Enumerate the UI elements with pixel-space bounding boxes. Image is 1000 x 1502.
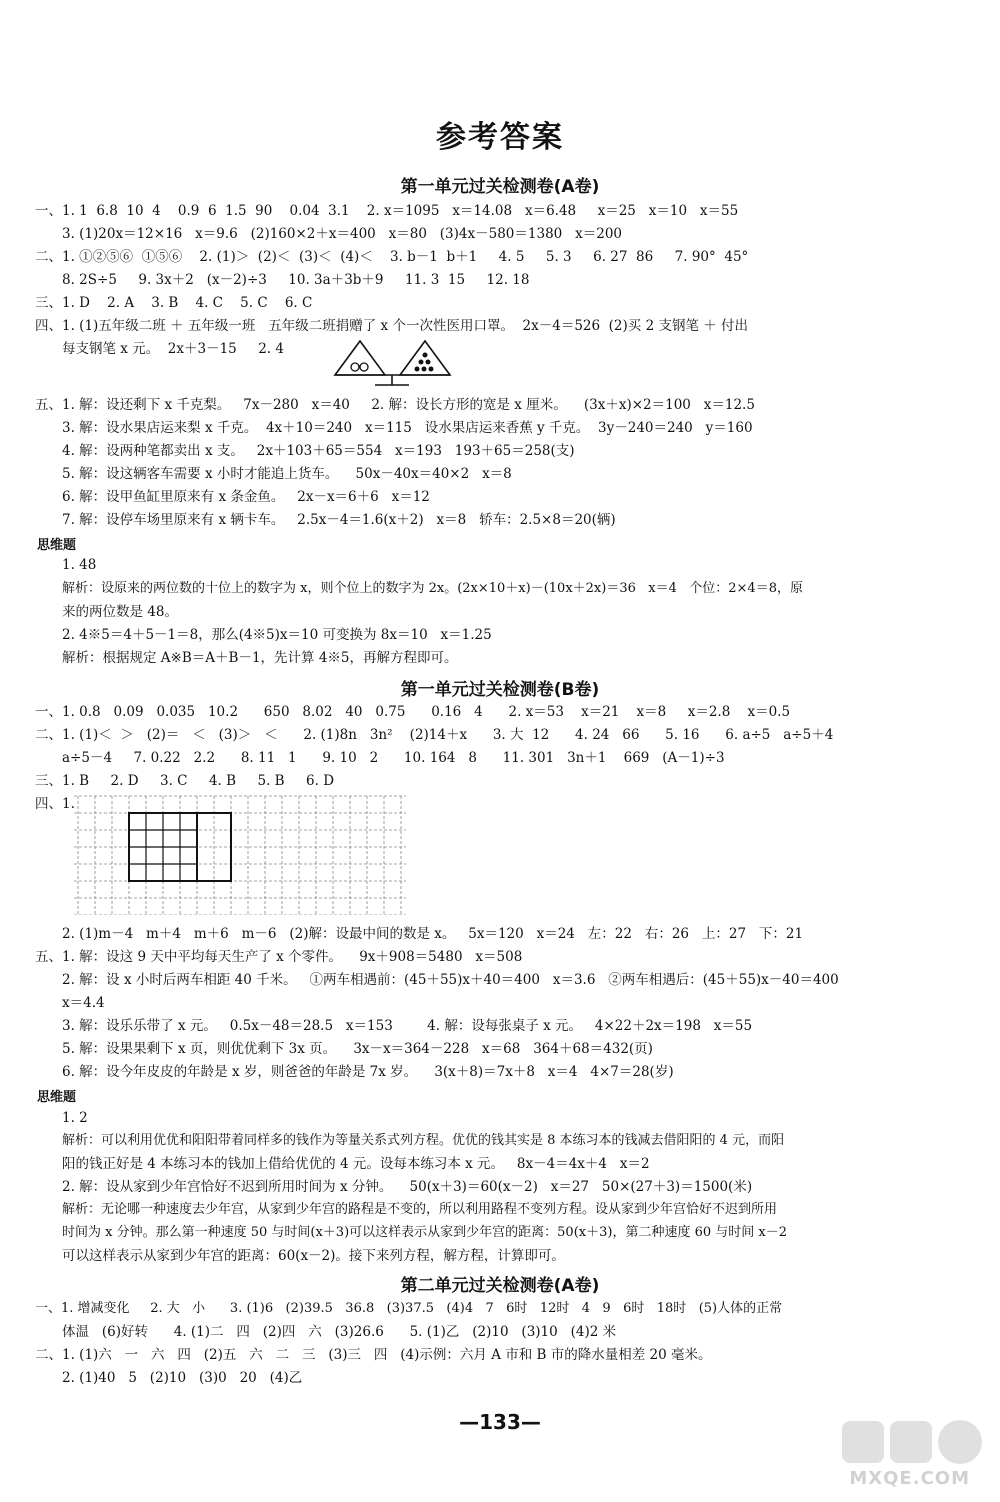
balance-scale-figure bbox=[325, 335, 455, 387]
answer-line: 一、1. 0.8 0.09 0.035 10.2 650 8.02 40 0.75 0.16 4 2. x＝53 x＝21 x＝8 x＝2.8 x＝0.5 bbox=[35, 704, 791, 720]
section-heading-2a: 第二单元过关检测卷(A卷) bbox=[400, 1276, 600, 1296]
answer-line: 五、1. 解：设这 9 天中平均每天生产了 x 个零件。 9x＋908＝5480 x＝508 bbox=[35, 949, 523, 965]
answer-line: 三、1. D 2. A 3. B 4. C 5. C 6. C bbox=[35, 295, 313, 311]
grid-figure bbox=[74, 795, 406, 915]
answer-line: 6. 解：设今年皮皮的年龄是 x 岁，则爸爸的年龄是 7x 岁。 3(x＋8)＝7x＋8 x＝4 4×7＝28(岁) bbox=[62, 1064, 674, 1080]
answer-line: 2. 解：设从家到少年宫恰好不迟到所用时间为 x 分钟。 50(x＋3)＝60(x－2) x＝27 50×(27＋3)＝1500(米) bbox=[62, 1179, 753, 1195]
answer-line: 3. 解：设乐乐带了 x 元。 0.5x－48＝28.5 x＝153 4. 解：设每张桌子 x 元。 4×22＋2x＝198 x＝55 bbox=[62, 1018, 753, 1034]
watermark-text: MXQE.COM bbox=[849, 1468, 970, 1489]
section-heading-1b: 第一单元过关检测卷(B卷) bbox=[400, 680, 600, 700]
answer-line: 来的两位数是 48。 bbox=[62, 604, 178, 620]
answer-line: 一、1. 1 6.8 10 4 0.9 6 1.5 90 0.04 3.1 2. x＝1095 x＝14.08 x＝6.48 x＝25 x＝10 x＝55 bbox=[35, 203, 739, 219]
answer-line: 二、1. ①②⑤⑥ ①⑤⑥ 2. (1)＞ (2)＜ (3)＜ (4)＜ 3. b－1 b＋1 4. 5 5. 3 6. 27 86 7. 90° 45° bbox=[35, 249, 749, 265]
answer-line: 三、1. B 2. D 3. C 4. B 5. B 6. D bbox=[35, 773, 335, 789]
answer-line: 阳的钱正好是 4 本练习本的钱加上借给优优的 4 元。设每本练习本 x 元。 8x－4＝4x＋4 x＝2 bbox=[62, 1156, 650, 1172]
answer-line: 2. (1)m－4 m＋4 m＋6 m－6 (2)解：设最中间的数是 x。 5x＝120 x＝24 左：22 右：26 上：27 下：21 bbox=[62, 926, 804, 942]
answer-line: x＝4.4 bbox=[62, 995, 105, 1011]
answer-line: 5. 解：设这辆客车需要 x 小时才能追上货车。 50x－40x＝40×2 x＝8 bbox=[62, 466, 512, 482]
answer-line: 1. 48 bbox=[62, 557, 97, 573]
answer-line: 一、1. 增减变化 2. 大 小 3. (1)6 (2)39.5 36.8 (3)37.5 (4)4 7 6时 12时 4 9 6时 18时 (5)人体的正常 bbox=[35, 1301, 783, 1316]
answer-line: 五、1. 解：设还剩下 x 千克梨。 7x－280 x＝40 2. 解：设长方形的宽是 x 厘米。 (3x＋x)×2＝100 x＝12.5 bbox=[35, 397, 755, 413]
watermark-badge-icon bbox=[838, 1415, 988, 1475]
answer-line: 体温 (6)好转 4. (1)二 四 (2)四 六 (3)26.6 5. (1)乙 (2)10 (3)10 (4)2 米 bbox=[62, 1324, 617, 1340]
answer-line: a÷5－4 7. 0.22 2.2 8. 11 1 9. 10 2 10. 164 8 11. 301 3n＋1 669 (A－1)÷3 bbox=[62, 750, 725, 766]
page-number: —133— bbox=[459, 1410, 541, 1434]
answer-line: 时间为 x 分钟。那么第一种速度 50 与时间(x＋3)可以这样表示从家到少年宫的距离：50(x＋3)，第二种速度 60 与时间 x－2 bbox=[62, 1225, 787, 1240]
answer-line: 4. 解：设两种笔都卖出 x 支。 2x＋103＋65＝554 x＝193 193＋65＝258(支) bbox=[62, 443, 575, 459]
answer-line: 解析：可以利用优优和阳阳带着同样多的钱作为等量关系式列方程。优优的钱其实是 8 本练习本的钱减去借阳阳的 4 元，而阳 bbox=[62, 1133, 785, 1148]
answer-line: 6. 解：设甲鱼缸里原来有 x 条金鱼。 2x－x＝6＋6 x＝12 bbox=[62, 489, 430, 505]
answer-line: 解析：设原来的两位数的十位上的数字为 x，则个位上的数字为 2x。(2x×10＋x)－(10x＋2x)＝36 x＝4 个位：2×4＝8，原 bbox=[62, 581, 803, 596]
answer-line: 5. 解：设果果剩下 x 页，则优优剩下 3x 页。 3x－x＝364－228 x＝68 364＋68＝432(页) bbox=[62, 1041, 653, 1057]
answer-line: 2. 4※5＝4＋5－1＝8，那么(4※5)x＝10 可变换为 8x＝10 x＝1.25 bbox=[62, 627, 492, 643]
answer-line: 3. 解：设水果店运来梨 x 千克。 4x＋10＝240 x＝115 设水果店运来香蕉 y 千克。 3y－240＝240 y＝160 bbox=[62, 420, 753, 436]
answer-line: 解析：无论哪一种速度去少年宫，从家到少年宫的路程是不变的，所以利用路程不变列方程。设从家到少年宫恰好不迟到所用 bbox=[62, 1202, 778, 1217]
watermark-logo bbox=[838, 1415, 988, 1495]
answer-line: 2. (1)40 5 (2)10 (3)0 20 (4)乙 bbox=[62, 1370, 303, 1386]
answer-line: 每支钢笔 x 元。 2x＋3－15 2. 4 bbox=[62, 341, 284, 357]
answer-line: 2. 解：设 x 小时后两车相距 40 千米。 ①两车相遇前：(45＋55)x＋40＝400 x＝3.6 ②两车相遇后：(45＋55)x－40＝400 bbox=[62, 972, 839, 988]
answer-line: 可以这样表示从家到少年宫的距离：60(x－2)。接下来列方程，解方程，计算即可。 bbox=[62, 1248, 565, 1264]
section-heading-1a: 第一单元过关检测卷(A卷) bbox=[400, 177, 600, 197]
answer-line: 8. 2S÷5 9. 3x＋2 (x－2)÷3 10. 3a＋3b＋9 11. 3 15 12. 18 bbox=[62, 272, 530, 288]
answer-line: 解析：根据规定 A※B＝A＋B－1，先计算 4※5，再解方程即可。 bbox=[62, 650, 458, 666]
answer-line: 7. 解：设停车场里原来有 x 辆卡车。 2.5x－4＝1.6(x＋2) x＝8 轿车：2.5×8＝20(辆) bbox=[62, 512, 616, 528]
answer-line: 二、1. (1)六 一 六 四 (2)五 六 二 三 (3)三 四 (4)示例：六月 A 市和 B 市的降水量相差 20 毫米。 bbox=[35, 1347, 712, 1363]
answer-line: 四、1. bbox=[35, 796, 75, 812]
page-title: 参考答案 bbox=[436, 120, 564, 155]
thinking-questions-label: 思维题 bbox=[37, 1090, 77, 1105]
answer-line: 二、1. (1)＜ ＞ (2)＝ ＜ (3)＞ ＜ 2. (1)8n 3n² (2)14＋x 3. 大 12 4. 24 66 5. 16 6. a÷5 a÷5＋4 bbox=[35, 727, 834, 743]
answer-line: 3. (1)20x＝12×16 x＝9.6 (2)160×2＋x＝400 x＝80 (3)4x－580＝1380 x＝200 bbox=[62, 226, 622, 242]
answer-line: 四、1. (1)五年级二班 ＋ 五年级一班 五年级二班捐赠了 x 个一次性医用口罩。 2x－4＝526 (2)买 2 支钢笔 ＋ 付出 bbox=[35, 318, 749, 334]
thinking-questions-label: 思维题 bbox=[37, 538, 77, 553]
answer-line: 1. 2 bbox=[62, 1110, 88, 1126]
